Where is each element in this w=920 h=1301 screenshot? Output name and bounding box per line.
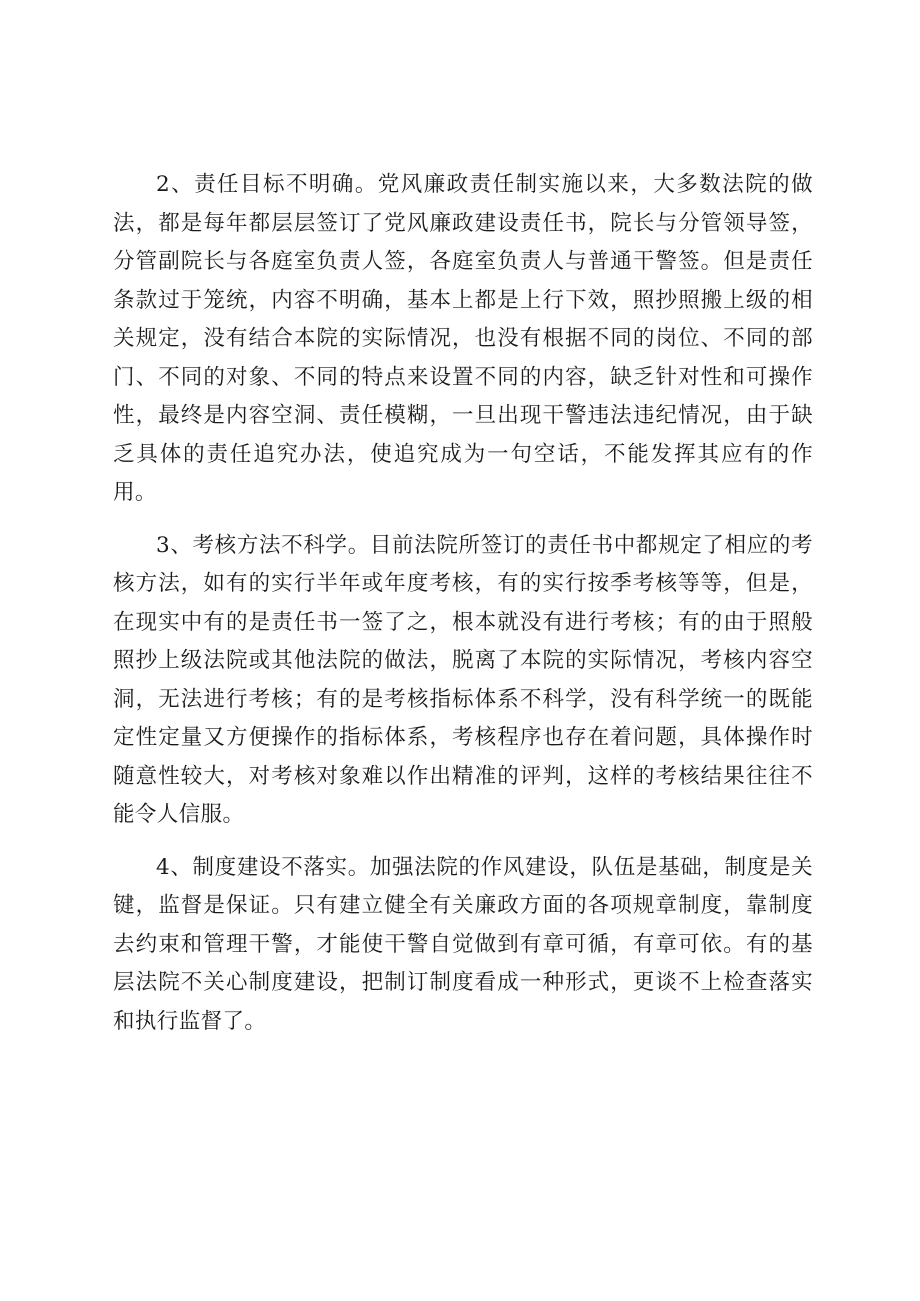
paragraph-responsibility-goals: 2、责任目标不明确。党风廉政责任制实施以来，大多数法院的做法，都是每年都层层签订了党风廉政建设责任书，院长与分管领导签，分管副院长与各庭室负责人签，各庭室负责人与普通干警签。但是责任条款过于笼统，内容不明确，基本上都是上行下效，照抄照搬上级的相关规定，没有结合本院的实际情况，也没有根据不同的岗位、不同的部门、不同的对象、不同的特点来设置不同的内容，缺乏针对性和可操作性，最终是内容空洞、责任模糊，一旦出现干警违法违纪情况，由于缺乏具体的责任追究办法，使追究成为一句空话，不能发挥其应有的作用。: [113, 172, 813, 505]
paragraph-assessment-methods: 3、考核方法不科学。目前法院所签订的责任书中都规定了相应的考核方法，如有的实行半年或年度考核，有的实行按季考核等等，但是，在现实中有的是责任书一签了之，根本就没有进行考核；有的由于照般照抄上级法院或其他法院的做法，脱离了本院的实际情况，考核内容空洞，无法进行考核；有的是考核指标体系不科学，没有科学统一的既能定性定量又方便操作的指标体系，考核程序也存在着问题，具体操作时随意性较大，对考核对象难以作出精准的评判，这样的考核结果往往不能令人信服。: [113, 532, 813, 827]
paragraph-system-construction: 4、制度建设不落实。加强法院的作风建设，队伍是基础，制度是关键，监督是保证。只有建立健全有关廉政方面的各项规章制度，靠制度去约束和管理干警，才能使干警自觉做到有章可循，有章可依。有的基层法院不关心制度建设，把制订制度看成一种形式，更谈不上检查落实和执行监督了。: [113, 854, 813, 1034]
document-body: [113, 166, 813, 1055]
